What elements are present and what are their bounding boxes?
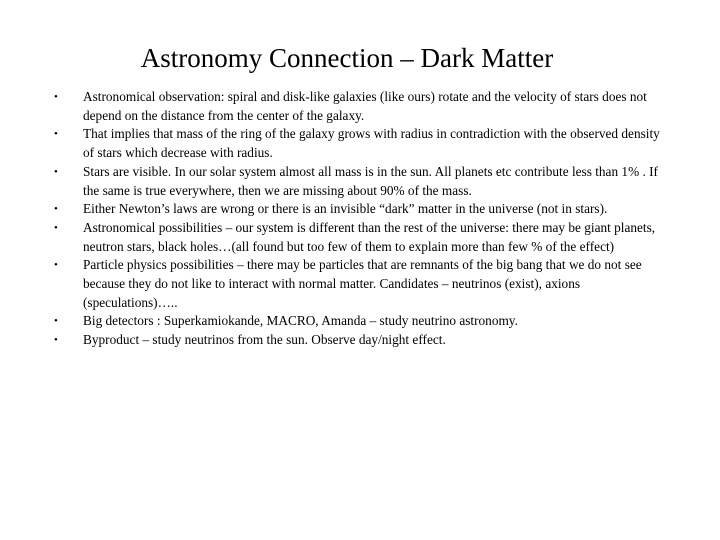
bullet-item bbox=[54, 88, 674, 125]
bullet-dot-icon: • bbox=[54, 315, 58, 328]
bullet-text: Astronomical possibilities – our system is different than the rest of the universe: there may be giant planets, neutron stars, black holes…(all found but too few of them to explain more than few % of the effect) bbox=[83, 219, 656, 254]
bullet-list bbox=[54, 88, 674, 350]
bullet-text: Big detectors : Superkamiokande, MACRO, Amanda – study neutrino astronomy. bbox=[83, 313, 518, 329]
bullet-item bbox=[54, 163, 674, 200]
bullet-dot-icon: • bbox=[54, 165, 58, 178]
bullet-dot-icon: • bbox=[54, 91, 58, 103]
bullet-dot-icon: • bbox=[54, 203, 58, 216]
bullet-text: Either Newton’s laws are wrong or there is an invisible “dark” matter in the universe (not in stars). bbox=[83, 201, 608, 217]
bullet-dot-icon: • bbox=[54, 221, 58, 234]
bullet-item bbox=[54, 331, 674, 350]
bullet-text: Byproduct – study neutrinos from the sun. Observe day/night effect. bbox=[83, 332, 446, 348]
bullet-text: Stars are visible. In our solar system almost all mass is in the sun. All planets etc contribute less than 1% . If the same is true everywhere, then we are missing about 90% of the mass. bbox=[83, 163, 658, 198]
bullet-item bbox=[54, 256, 674, 312]
bullet-text: That implies that mass of the ring of the galaxy grows with radius in contradiction with the observed density of stars which decrease with radius. bbox=[83, 126, 660, 161]
bullet-text: Particle physics possibilities – there may be particles that are remnants of the big bang that we do not see because they do not like to interact with normal matter. Candidates – neutrinos (exist), axions (speculations)….. bbox=[83, 257, 642, 310]
slide-title: Astronomy Connection – Dark Matter bbox=[140, 43, 554, 73]
bullet-dot-icon: • bbox=[54, 334, 58, 347]
bullet-item bbox=[54, 312, 674, 331]
bullet-dot-icon: • bbox=[54, 128, 58, 141]
bullet-item bbox=[54, 125, 674, 162]
bullet-item bbox=[54, 219, 674, 256]
bullet-text: Astronomical observation: spiral and disk-like galaxies (like ours) rotate and the velocity of stars does not depend on the distance from the center of the galaxy. bbox=[83, 89, 647, 123]
bullet-dot-icon: • bbox=[54, 259, 58, 272]
bullet-item bbox=[54, 200, 674, 219]
